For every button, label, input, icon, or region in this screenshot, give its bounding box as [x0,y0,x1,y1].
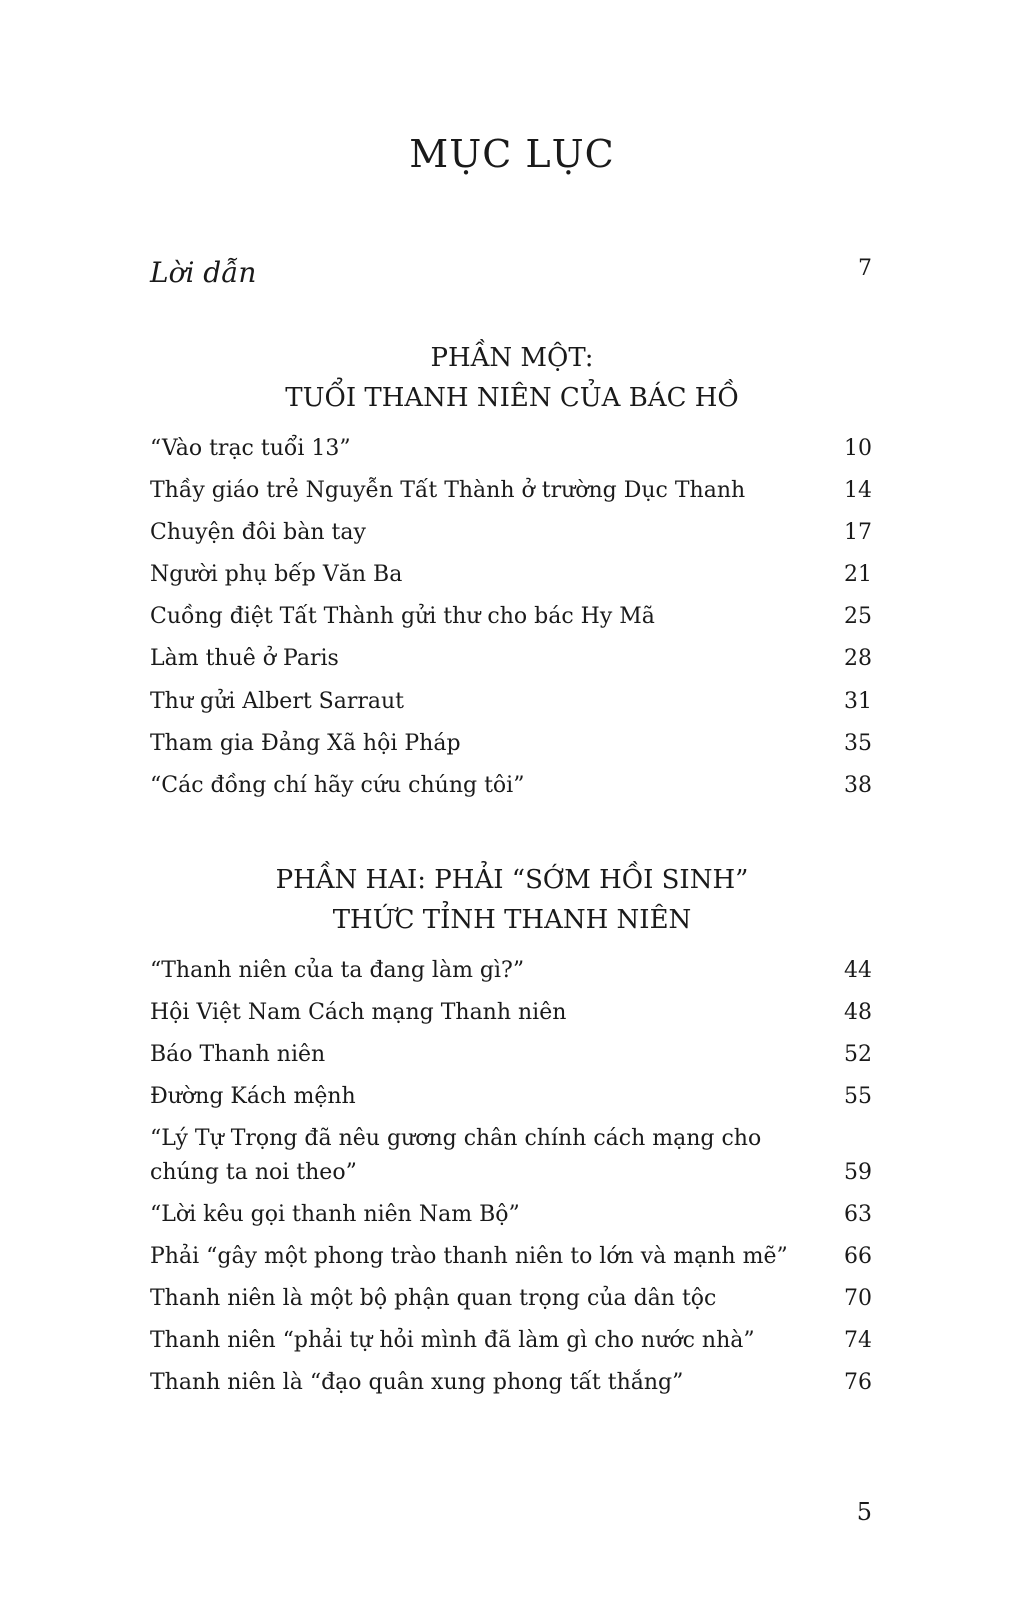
toc-entry-page: 10 [844,436,872,461]
toc-entry-title-line2: chúng ta noi theo” [150,1160,357,1185]
toc-entry[interactable] [150,516,872,550]
toc-entry-page: 70 [844,1286,872,1311]
toc-entry[interactable] [150,432,872,466]
toc-entry-title: Tham gia Đảng Xã hội Pháp [150,731,461,756]
toc-entry[interactable] [150,954,872,988]
toc-entry-page: 44 [844,958,872,983]
part-two-heading [0,860,1024,940]
part-two-heading-line1: PHẦN HAI: PHẢI “SỚM HỒI SINH” [275,865,749,895]
toc-entry-title: Phải “gây một phong trào thanh niên to lớn và mạnh mẽ” [150,1244,788,1269]
toc-entry-title: Cuồng điệt Tất Thành gửi thư cho bác Hy Mã [150,604,655,629]
toc-entry-page: 35 [844,731,872,756]
toc-entry[interactable] [150,1366,872,1400]
toc-entry-page: 59 [844,1160,872,1185]
toc-entry-title: “Thanh niên của ta đang làm gì?” [150,958,525,983]
toc-entry-page: 52 [844,1042,872,1067]
toc-entry[interactable] [150,1324,872,1358]
toc-entry-title: “Các đồng chí hãy cứu chúng tôi” [150,773,525,798]
toc-entry-page: 55 [844,1084,872,1109]
toc-entry-title: Hội Việt Nam Cách mạng Thanh niên [150,1000,567,1025]
toc-entry-page: 66 [844,1244,872,1269]
toc-entry-page: 17 [844,520,872,545]
toc-entry[interactable] [150,1282,872,1316]
toc-entry[interactable] [150,600,872,634]
toc-entry-page: 7 [858,256,872,281]
page-title: MỤC LỤC [409,132,615,176]
toc-entry[interactable] [150,1080,872,1114]
part-one-heading [0,338,1024,418]
toc-entry-title: Đường Kách mệnh [150,1084,356,1109]
toc-entry-page: 76 [844,1370,872,1395]
toc-entry-page: 28 [844,646,872,671]
toc-entry-page: 21 [844,562,872,587]
toc-entry-intro[interactable] [150,256,872,290]
toc-entry-title-line1: “Lý Tự Trọng đã nêu gương chân chính cách mạng cho [150,1126,762,1151]
toc-entry-page: 25 [844,604,872,629]
toc-entry-title: Người phụ bếp Văn Ba [150,562,403,587]
toc-entry-title: Làm thuê ở Paris [150,646,339,671]
toc-entry[interactable] [150,474,872,508]
toc-entry-multiline[interactable] [150,1122,872,1190]
page-number: 5 [856,1498,872,1526]
toc-entry-page: 31 [844,689,872,714]
toc-entry[interactable] [150,727,872,761]
toc-entry-title: Chuyện đôi bàn tay [150,520,366,545]
toc-entry-title: Thanh niên “phải tự hỏi mình đã làm gì cho nước nhà” [150,1328,755,1353]
toc-entry-title: “Vào trạc tuổi 13” [150,436,351,461]
toc-entry[interactable] [150,1198,872,1232]
toc-entry[interactable] [150,558,872,592]
toc-entry-page: 74 [844,1328,872,1353]
part-one-heading-line2: TUỔI THANH NIÊN CỦA BÁC HỒ [285,383,739,413]
toc-entry-title: Báo Thanh niên [150,1042,326,1067]
toc-entry[interactable] [150,642,872,676]
toc-entry[interactable] [150,1038,872,1072]
toc-entry-title: Thanh niên là “đạo quân xung phong tất thắng” [150,1370,684,1395]
toc-entry[interactable] [150,1240,872,1274]
toc-entry-page: 63 [844,1202,872,1227]
toc-entry-page: 48 [844,1000,872,1025]
toc-entry-page: 14 [844,478,872,503]
part-one-heading-line1: PHẦN MỘT: [430,343,594,373]
toc-entry-title: Thư gửi Albert Sarraut [150,689,405,714]
part-two-heading-line2: THỨC TỈNH THANH NIÊN [332,905,692,935]
toc-entry[interactable] [150,996,872,1030]
toc-entry[interactable] [150,685,872,719]
toc-entry-title: Thanh niên là một bộ phận quan trọng của dân tộc [150,1286,717,1311]
toc-entry-title: “Lời kêu gọi thanh niên Nam Bộ” [150,1202,520,1227]
toc-entry-title: Thầy giáo trẻ Nguyễn Tất Thành ở trường Dục Thanh [150,478,746,503]
toc-entry[interactable] [150,769,872,803]
toc-entry-title: Lời dẫn [150,256,257,289]
toc-entry-page: 38 [844,773,872,798]
